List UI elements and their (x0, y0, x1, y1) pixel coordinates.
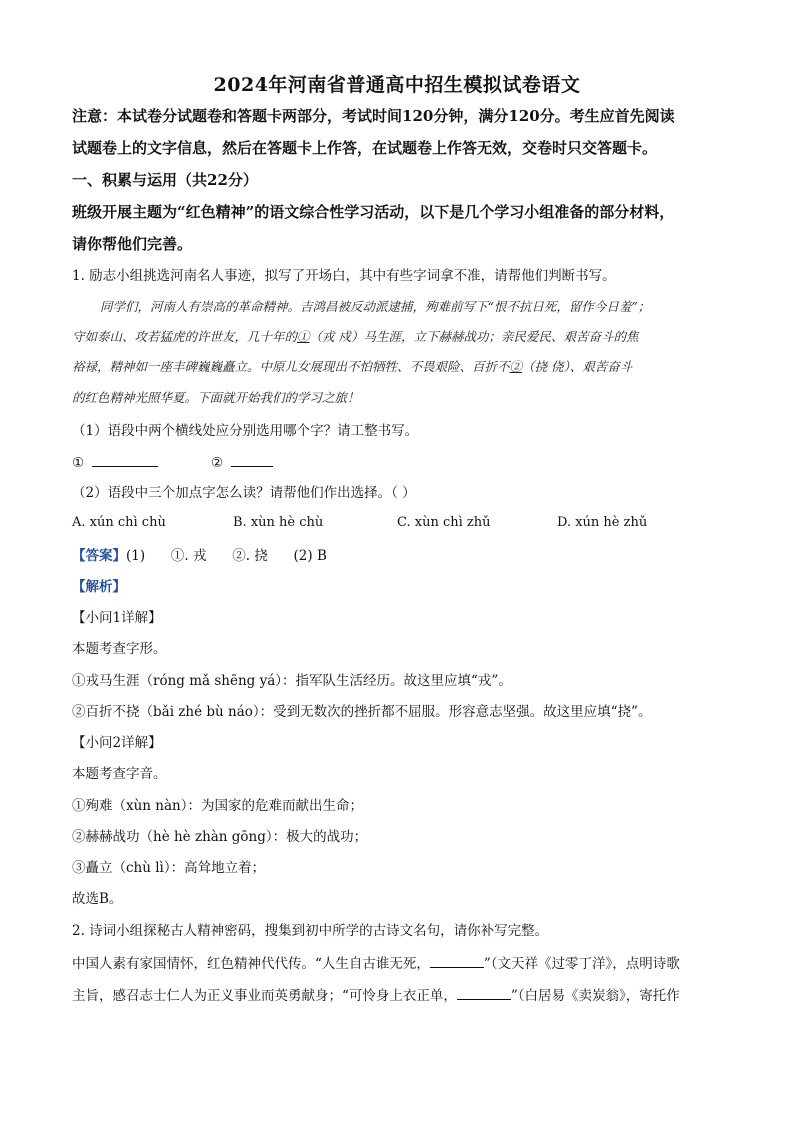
q2-blank-2[interactable] (457, 985, 511, 1000)
detail-2-label: 【小问2详解】 (72, 735, 162, 751)
option-a: A. xún chì chù (72, 515, 166, 530)
q2-line-1-end: ”（文天祥《过零丁洋》，点明诗歌 (483, 956, 680, 972)
q2-line-2-end: ”（白居易《卖炭翁》，寄托作 (510, 988, 680, 1004)
option-b: B. xùn hè chù (233, 515, 324, 530)
blank-2-line[interactable] (231, 452, 273, 467)
question-1-stem: 1. 励志小组挑选河南名人事迹，拟写了开场白，其中有些字词拿不准，请帮他们判断书写。 (72, 268, 616, 284)
blank-1-line[interactable] (92, 452, 158, 467)
option-d: D. xún hè zhǔ (557, 515, 648, 530)
passage-line-3-start: 裕禄，精神如一座丰碑巍巍矗立。中原儿女展现出不怕牺牲、不畏艰险、百折不 (72, 359, 510, 374)
passage-line-2-end: （戎 戍）马生涯，立下赫赫战功；亲民爱民、艰苦奋斗的焦 (309, 329, 639, 344)
passage-line-1: 同学们，河南人有崇高的革命精神。吉鸿昌被反动派逮捕，殉难前写下“恨不抗日死，留作今日羞”； (100, 299, 651, 314)
detail-2-item-c: ③矗立（chù lì）：高耸地立着； (72, 860, 266, 876)
notice-line-2: 试题卷上的文字信息，然后在答题卡上作答，在试题卷上作答无效，交卷时只交答题卡。 (72, 139, 658, 157)
blank-1-marker: ① (72, 455, 85, 471)
question-2-line-2 (72, 985, 680, 1006)
blank-2-marker: ② (211, 455, 224, 471)
option-c: C. xùn chì zhǔ (397, 515, 491, 530)
sub-question-1: （1）语段中两个横线处应分别选用哪个字？请工整书写。 (72, 423, 419, 439)
answer-label: 【答案】 (72, 548, 126, 564)
analysis-label: 【解析】 (72, 579, 126, 595)
passage-line-2 (72, 327, 639, 347)
notice-line-1: 注意：本试卷分试题卷和答题卡两部分，考试时间120分钟，满分120分。考生应首先阅读 (72, 107, 675, 125)
q2-line-2-start: 主旨，感召志士仁人为正义事业而英勇献身；“可怜身上衣正单， (72, 988, 457, 1004)
answer-text: (1) ①. 戎 ②. 挠 (2) B (126, 548, 327, 564)
passage-line-3-end: （挠 侥）、艰苦奋斗 (522, 359, 633, 374)
detail-1-label: 【小问1详解】 (72, 610, 162, 626)
detail-2-intro: 本题考查字音。 (72, 766, 167, 782)
detail-2-item-b: ②赫赫战功（hè hè zhàn gōng）：极大的战功； (72, 829, 368, 845)
detail-2-item-a: ①殉难（xùn nàn）：为国家的危难而献出生命； (72, 798, 363, 814)
answer-blanks-row (72, 452, 273, 473)
passage-line-2-start: 守如泰山、攻若猛虎的许世友，几十年的 (72, 329, 298, 344)
detail-1-item-b: ②百折不挠（bǎi zhé bù náo）：受到无数次的挫折都不屈服。形容意志坚强。故这里应填“挠”。 (72, 704, 652, 720)
passage-blank-2: ② (509, 359, 523, 374)
conclusion: 故选B。 (72, 891, 123, 907)
question-2-line-1 (72, 953, 680, 974)
section-heading: 一、积累与运用（共22分） (72, 171, 258, 189)
passage-line-4: 的红色精神光照华夏。下面就开始我们的学习之旅！ (72, 390, 360, 405)
page-title: 2024年河南省普通高中招生模拟试卷语文 (213, 74, 581, 96)
passage-blank-1: ① (297, 329, 310, 344)
sub-question-2: （2）语段中三个加点字怎么读？请帮他们作出选择。（ ） (72, 485, 416, 501)
q2-blank-1[interactable] (430, 953, 484, 968)
q2-line-1-start: 中国人素有家国情怀，红色精神代代传。“人生自古谁无死， (72, 956, 430, 972)
question-2-stem: 2. 诗词小组探秘古人精神密码，搜集到初中所学的古诗文名句，请你补写完整。 (72, 923, 549, 939)
section-intro-1: 班级开展主题为“红色精神”的语文综合性学习活动，以下是几个学习小组准备的部分材料， (72, 203, 675, 221)
section-intro-2: 请你帮他们完善。 (72, 235, 193, 253)
passage-line-3 (72, 357, 632, 377)
detail-1-intro: 本题考查字形。 (72, 641, 167, 657)
answer-row (72, 546, 327, 566)
detail-1-item-a: ①戎马生涯（róng mǎ shēng yá）：指军队生活经历。故这里应填“戎”。 (72, 673, 512, 689)
